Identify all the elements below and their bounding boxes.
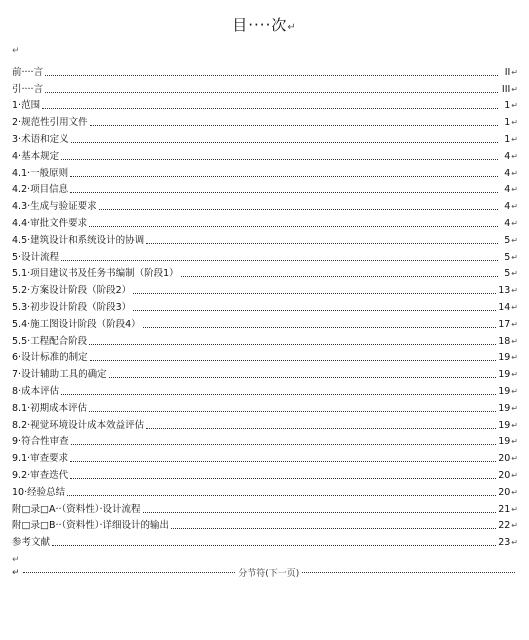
return-mark-icon: ↵: [511, 437, 518, 447]
toc-leader-dots: [146, 428, 496, 429]
return-mark-icon: ↵: [511, 151, 518, 161]
toc-entry[interactable]: [12, 381, 518, 398]
toc-leader-dots: [89, 411, 496, 412]
toc-leader-dots: [70, 176, 498, 177]
toc-leader-dots: [181, 276, 499, 277]
toc-entry[interactable]: [12, 62, 518, 79]
return-mark-icon: ↵: [511, 84, 518, 94]
toc-entry-title[interactable]: 附□录□B··（资料性）·详细设计的输出: [12, 520, 170, 532]
toc-entry-page[interactable]: 19: [498, 419, 511, 431]
toc-title: [0, 14, 529, 35]
toc-entry[interactable]: [12, 280, 518, 297]
toc-entry[interactable]: [12, 129, 518, 146]
toc-leader-dots: [109, 377, 497, 378]
toc-entry-title[interactable]: 8.1·初期成本评估: [12, 402, 88, 414]
toc-leader-dots: [90, 125, 499, 126]
toc-entry-title[interactable]: 8·成本评估: [12, 385, 60, 397]
toc-entry-page[interactable]: 19: [498, 369, 511, 381]
toc-entry-page[interactable]: 18: [498, 335, 511, 347]
toc-entry-title[interactable]: 前····言: [12, 66, 44, 78]
toc-entry[interactable]: [12, 180, 518, 197]
toc-leader-dots: [71, 444, 497, 445]
toc-entry-page[interactable]: 4: [504, 167, 511, 179]
return-mark-icon: ↵: [511, 252, 518, 262]
toc-leader-dots: [70, 478, 496, 479]
toc-entry-page[interactable]: 4: [504, 184, 511, 196]
toc-leader-dots: [45, 92, 498, 93]
toc-entry[interactable]: [12, 448, 518, 465]
toc-entry-page[interactable]: 19: [498, 402, 511, 414]
toc-entry[interactable]: [12, 297, 518, 314]
return-mark-icon: ↵: [511, 134, 518, 144]
section-break-leader-left: [23, 572, 236, 573]
return-mark-icon: ↵: [511, 118, 518, 128]
toc-leader-dots: [71, 142, 499, 143]
toc-leader-dots: [133, 310, 496, 311]
toc-entry-title[interactable]: 2·规范性引用文件: [12, 117, 88, 129]
toc-entry-title[interactable]: 4.4·审批文件要求: [12, 217, 88, 229]
return-mark-icon: ↵: [511, 470, 518, 480]
toc-entry-page[interactable]: 19: [498, 385, 511, 397]
toc-leader-dots: [67, 495, 496, 496]
section-break-label: 分节符(下一页): [238, 569, 300, 579]
toc-entry[interactable]: [12, 364, 518, 381]
toc-entry[interactable]: [12, 146, 518, 163]
toc-entry-title[interactable]: 1·范围: [12, 100, 41, 112]
toc-entry[interactable]: [12, 196, 518, 213]
toc-entry-page[interactable]: 19: [498, 352, 511, 364]
toc-entry-page[interactable]: 13: [498, 285, 511, 297]
toc-entry-page[interactable]: 21: [498, 503, 511, 515]
toc-list: [12, 62, 518, 549]
return-mark-icon: ↵: [511, 319, 518, 329]
toc-entry-title[interactable]: 10·经验总结: [12, 486, 66, 498]
toc-entry[interactable]: [12, 163, 518, 180]
toc-entry-page[interactable]: 5: [504, 234, 511, 246]
toc-entry[interactable]: [12, 415, 518, 432]
toc-leader-dots: [89, 344, 496, 345]
return-mark-icon: ↵: [511, 218, 518, 228]
toc-entry[interactable]: [12, 499, 518, 516]
toc-entry-page[interactable]: 5: [504, 268, 511, 280]
section-break-mark-icon: ↵: [12, 567, 20, 578]
toc-entry[interactable]: [12, 314, 518, 331]
return-mark-icon: ↵: [511, 487, 518, 497]
toc-entry-title[interactable]: 9.1·审查要求: [12, 453, 69, 465]
toc-entry[interactable]: [12, 247, 518, 264]
toc-entry-title[interactable]: 5.2·方案设计阶段（阶段2）: [12, 285, 132, 297]
return-mark-icon: ↵: [287, 22, 297, 33]
return-mark-icon: ↵: [511, 403, 518, 413]
return-mark-icon: ↵: [511, 454, 518, 464]
toc-entry[interactable]: [12, 398, 518, 415]
toc-entry[interactable]: [12, 230, 518, 247]
toc-entry-title[interactable]: 4.3·生成与验证要求: [12, 201, 97, 213]
return-mark-icon: ↵: [511, 420, 518, 430]
paragraph-mark-icon: ↵: [12, 46, 20, 56]
toc-entry-title[interactable]: 5.5·工程配合阶段: [12, 335, 88, 347]
toc-entry-title[interactable]: 6·设计标准的制定: [12, 352, 88, 364]
toc-entry[interactable]: [12, 112, 518, 129]
toc-entry[interactable]: [12, 213, 518, 230]
toc-entry[interactable]: [12, 264, 518, 281]
toc-entry[interactable]: [12, 465, 518, 482]
return-mark-icon: ↵: [511, 101, 518, 111]
toc-entry-title[interactable]: 4.2·项目信息: [12, 184, 69, 196]
toc-entry-page[interactable]: 19: [498, 436, 511, 448]
toc-title-text: 目····次: [232, 16, 288, 34]
toc-entry-page[interactable]: 4: [504, 150, 511, 162]
toc-entry-title[interactable]: 4·基本规定: [12, 150, 60, 162]
toc-leader-dots: [171, 528, 496, 529]
toc-entry-page[interactable]: III: [501, 83, 511, 95]
toc-leader-dots: [70, 192, 498, 193]
return-mark-icon: ↵: [511, 269, 518, 279]
toc-entry-title[interactable]: 4.1·一般原则: [12, 167, 69, 179]
toc-leader-dots: [89, 226, 498, 227]
toc-entry-title[interactable]: 7·设计辅助工具的确定: [12, 369, 107, 381]
toc-entry[interactable]: [12, 532, 518, 549]
toc-entry-page[interactable]: 20: [498, 486, 511, 498]
return-mark-icon: ↵: [511, 168, 518, 178]
toc-leader-dots: [133, 293, 496, 294]
toc-entry-page[interactable]: 4: [504, 217, 511, 229]
return-mark-icon: ↵: [511, 235, 518, 245]
return-mark-icon: ↵: [511, 336, 518, 346]
toc-entry-page[interactable]: 20: [498, 469, 511, 481]
toc-leader-dots: [61, 159, 498, 160]
return-mark-icon: ↵: [511, 504, 518, 514]
toc-entry-title[interactable]: 5.1·项目建议书及任务书编制（阶段1）: [12, 268, 179, 280]
toc-leader-dots: [45, 75, 498, 76]
return-mark-icon: ↵: [511, 386, 518, 396]
toc-entry[interactable]: [12, 432, 518, 449]
toc-entry-title[interactable]: 参考文献: [12, 537, 51, 549]
return-mark-icon: ↵: [511, 353, 518, 363]
toc-entry[interactable]: [12, 96, 518, 113]
return-mark-icon: ↵: [511, 302, 518, 312]
toc-entry[interactable]: [12, 79, 518, 96]
toc-entry-title[interactable]: 8.2·视觉环境设计成本效益评估: [12, 419, 145, 431]
toc-entry-title[interactable]: 5.3·初步设计阶段（阶段3）: [12, 301, 132, 313]
return-mark-icon: ↵: [511, 286, 518, 296]
toc-entry-page[interactable]: 4: [504, 201, 511, 213]
toc-entry-title[interactable]: 9·符合性审查: [12, 436, 69, 448]
section-break-leader-right: [302, 572, 515, 573]
return-mark-icon: ↵: [511, 521, 518, 531]
toc-entry[interactable]: [12, 348, 518, 365]
toc-entry-page[interactable]: 1: [504, 100, 511, 112]
toc-entry[interactable]: [12, 516, 518, 533]
toc-entry-title[interactable]: 4.5·建筑设计和系统设计的协调: [12, 234, 145, 246]
toc-entry-page[interactable]: 23: [498, 537, 511, 549]
toc-leader-dots: [143, 327, 497, 328]
toc-entry-page[interactable]: 17: [498, 318, 511, 330]
toc-entry-title[interactable]: 附□录□A··（资料性）·设计流程: [12, 503, 141, 515]
return-mark-icon: ↵: [511, 370, 518, 380]
toc-leader-dots: [70, 461, 496, 462]
toc-leader-dots: [90, 360, 497, 361]
return-mark-icon: ↵: [511, 202, 518, 212]
toc-entry-page[interactable]: 1: [504, 117, 511, 129]
toc-entry-title[interactable]: 5.4·施工图设计阶段（阶段4）: [12, 318, 141, 330]
toc-leader-dots: [143, 512, 497, 513]
toc-leader-dots: [61, 394, 496, 395]
toc-leader-dots: [61, 260, 498, 261]
toc-entry[interactable]: [12, 482, 518, 499]
toc-leader-dots: [99, 209, 499, 210]
toc-leader-dots: [52, 545, 496, 546]
return-mark-icon: ↵: [511, 185, 518, 195]
toc-entry-title[interactable]: 5·设计流程: [12, 251, 60, 263]
return-mark-icon: ↵: [511, 67, 518, 77]
toc-entry-page[interactable]: 14: [498, 301, 511, 313]
section-break: [12, 566, 518, 579]
toc-entry[interactable]: [12, 331, 518, 348]
toc-entry-title[interactable]: 3·术语和定义: [12, 133, 69, 145]
return-mark-icon: ↵: [511, 538, 518, 548]
toc-leader-dots: [42, 108, 498, 109]
toc-entry-page[interactable]: 22: [498, 520, 511, 532]
toc-entry-title[interactable]: 引····言: [12, 83, 44, 95]
toc-entry-title[interactable]: 9.2·审查迭代: [12, 469, 69, 481]
toc-entry-page[interactable]: II: [504, 66, 511, 78]
toc-entry-page[interactable]: 5: [504, 251, 511, 263]
paragraph-mark-icon: ↵: [12, 555, 20, 565]
toc-leader-dots: [146, 243, 498, 244]
toc-entry-page[interactable]: 1: [504, 133, 511, 145]
toc-entry-page[interactable]: 20: [498, 453, 511, 465]
